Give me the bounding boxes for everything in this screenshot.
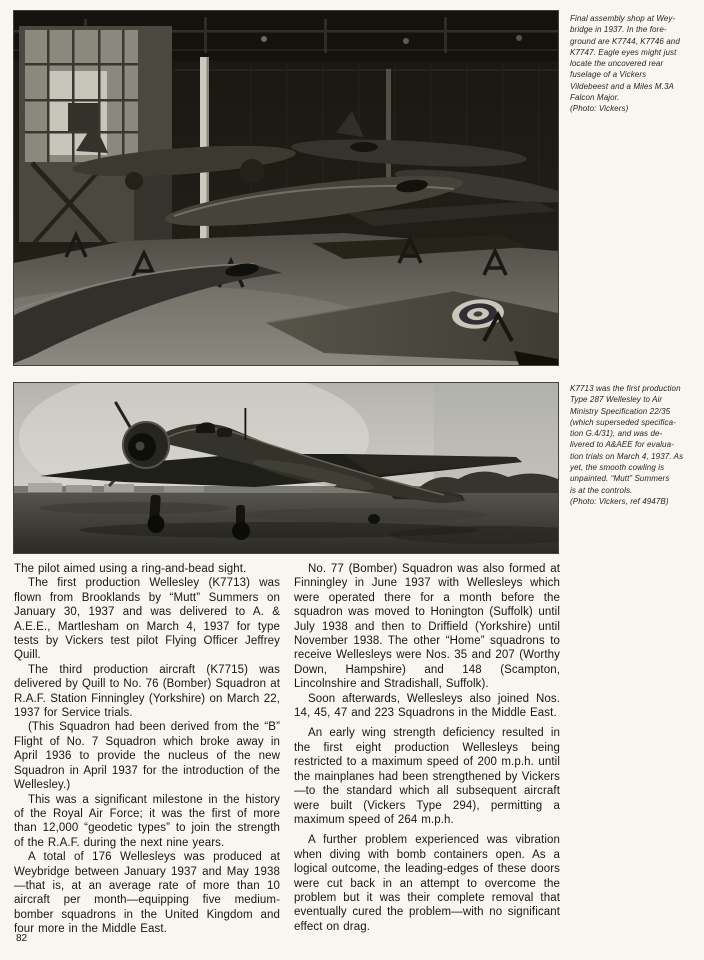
wellesley-aircraft-illustration [14, 383, 558, 553]
paragraph: (This Squadron had been derived from the “B” Flight of No. 7 Squadron which broke away in April 1936 to provide the nucleus of the new Squadron in April 1937 for the introduction of the Wellesley.) [14, 721, 280, 792]
caption-line: Final assembly shop at Wey- [570, 14, 676, 23]
caption-line: bridge in 1937. In the fore- [570, 25, 667, 35]
caption-line: locate the uncovered rear [570, 59, 664, 69]
final-assembly-shop-photo [13, 10, 559, 366]
caption-line: K7747. Eagle eyes might just [570, 47, 677, 57]
hangar-interior-illustration [14, 11, 558, 365]
caption-line: Ministry Specification 22/35 [570, 406, 671, 416]
wellesley-k7713-photo [13, 382, 559, 554]
caption-line: tion trials on March 4, 1937. As [570, 451, 684, 461]
caption-line: Vildebeest and a Miles M.3A [570, 81, 674, 91]
paragraph: The first production Wellesley (K7713) was flown from Brooklands by “Mutt” Summers on January 30, 1937 and was delivered to A. & A.E.E., Martlesham on March 4, 1937 for type tests by Vickers test pilot Flying Officer Jeffrey Quill. [14, 577, 280, 662]
caption-line: fuselage of a Vickers [570, 70, 647, 80]
page-number: 82 [16, 933, 28, 944]
propeller-hub [136, 442, 145, 451]
caption-line: (Photo: Vickers, ref 4947B) [570, 496, 669, 506]
final-assembly-caption [570, 13, 703, 115]
caption-line: livered to A&AEE for evalua- [570, 440, 674, 450]
caption-line: (Photo: Vickers) [570, 104, 629, 114]
rear-canopy [217, 428, 232, 437]
caption-line: is at the controls. [570, 485, 633, 495]
paragraph: The pilot aimed using a ring-and-bead sight. [14, 563, 247, 575]
caption-line: K7713 was the first production [570, 384, 681, 393]
paragraph: The third production aircraft (K7715) was delivered by Quill to No. 76 (Bomber) Squadron at R.A.F. Station Finningley (Yorkshire) on March 22, 1937 for Service trials. [14, 663, 280, 720]
caption-line: unpainted. “Mutt” Summers [570, 474, 670, 484]
paragraph: No. 77 (Bomber) Squadron was also formed at Finningley in June 1937 with Wellesleys which were operated there for a month before the squadron was moved to Honington (Suffolk) until July 1938 and then to Driffield (Yorkshire) until November 1938. The other “Home” squadrons to receive Wellesleys were Nos. 35 and 207 (Worthy Down, Hampshire) and 148 (Scampton, Lincolnshire and Stradishall, Suffolk). [294, 563, 560, 691]
support-pillar-far [386, 69, 391, 191]
article-body [14, 562, 561, 937]
caption-line: tion G.4/31), and was de- [570, 429, 663, 439]
right-text-column [294, 562, 560, 937]
paragraph: A further problem experienced was vibration when diving with bomb containers open. As a logical outcome, the leading-edges of these doors were cut back in an attempt to overcome the problem but it was their complete removal that eventually cured the problem—with no significant effect on drag. [294, 834, 560, 933]
wellesley-k7713-caption [570, 383, 703, 507]
paragraph: Soon afterwards, Wellesleys also joined Nos. 14, 45, 47 and 223 Squadrons in the Middle East. [294, 692, 560, 720]
caption-line: yet, the smooth cowling is [570, 463, 665, 473]
paragraph: A total of 176 Wellesleys was produced at Weybridge between January 1937 and May 1938—that is, at an average rate of more than 10 aircraft per month—equipping five medium-bomber squadrons in the United Kingdom and four more in the Middle East. [14, 851, 280, 936]
paragraph: This was a significant milestone in the history of the Royal Air Force; it was the first of more than 12,000 “geodetic types” to join the strength of the R.A.F. during the next nine years. [14, 793, 280, 849]
caption-line: ground are K7744, K7746 and [570, 36, 680, 46]
aerial-mast [245, 408, 247, 440]
caption-line: Type 287 Wellesley to Air [570, 395, 663, 405]
paragraph: An early wing strength deficiency resulted in the first eight production Wellesleys being restricted to a maximum speed of 200 m.p.h. until the mainplanes had been strengthened by Vickers—to the standard which all subsequent aircraft were built (Vickers Type 294), permitting a maximum speed of 264 m.p.h. [294, 727, 560, 826]
left-text-column [14, 562, 280, 937]
caption-line: Falcon Major. [570, 93, 620, 103]
aircraft-shadow [79, 522, 479, 538]
caption-line: (which superseded specifica- [570, 417, 676, 427]
